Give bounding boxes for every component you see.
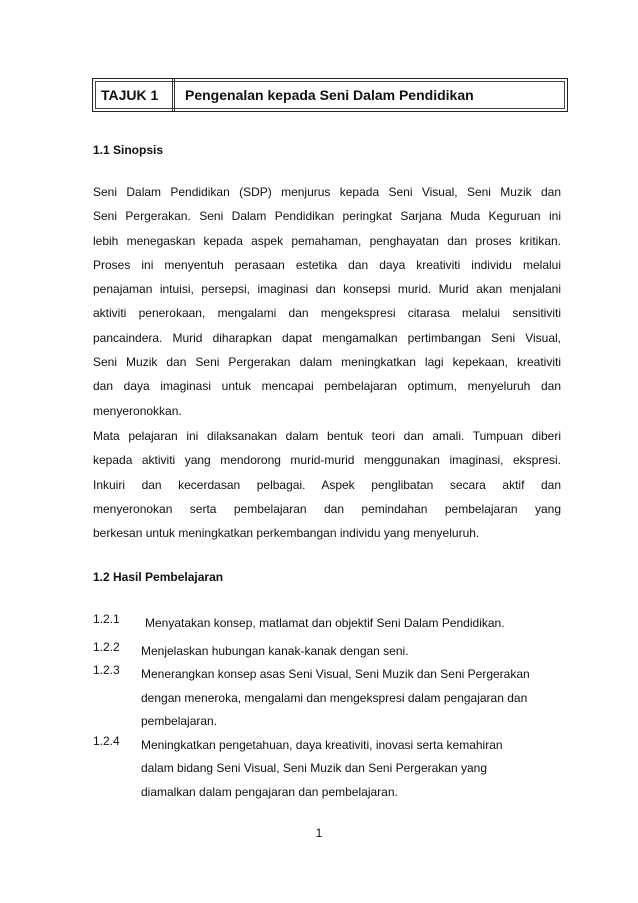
item-number: 1.2.4 xyxy=(93,733,120,748)
paragraph-line: kepada aktiviti yang mendorong murid-murid menggunakan imaginasi, ekspresi. xyxy=(93,453,561,468)
paragraph-line: menyeronokan serta pembelajaran dan pemindahan pembelajaran yang xyxy=(93,501,561,516)
list-item xyxy=(93,640,573,664)
paragraph-line: menyeronokkan. xyxy=(93,403,182,418)
item-text: Menerangkan konsep asas Seni Visual, Seni Muzik dan Seni Pergerakan xyxy=(141,667,530,681)
paragraph-line: Seni Dalam Pendidikan (SDP) menjurus kepada Seni Visual, Seni Muzik dan xyxy=(93,185,561,199)
chapter-label: TAJUK 1 xyxy=(93,79,175,111)
paragraph-line: penajaman intuisi, persepsi, imaginasi dan konsepsi murid. Murid akan menjalani xyxy=(93,282,561,297)
page-number: 1 xyxy=(315,826,323,840)
item-number: 1.2.1 xyxy=(93,612,120,626)
item-text: dengan meneroka, mengalami dan mengekspresi dalam pengajaran dan xyxy=(141,690,528,705)
item-text: diamalkan dalam pengajaran dan pembelajaran. xyxy=(141,784,398,799)
list-item xyxy=(93,612,573,636)
sinopsis-paragraph-1 xyxy=(93,180,561,423)
paragraph-line: berkesan untuk meningkatkan perkembangan individu yang menyeluruh. xyxy=(93,526,480,541)
paragraph-line: Seni Pergerakan. Seni Dalam Pendidikan peringkat Sarjana Muda Keguruan ini xyxy=(93,209,561,224)
paragraph-line: Mata pelajaran ini dilaksanakan dalam bentuk teori dan amali. Tumpuan diberi xyxy=(93,429,561,443)
sinopsis-paragraph-2 xyxy=(93,424,561,545)
chapter-title-box xyxy=(92,78,568,112)
paragraph-line: lebih menegaskan kepada aspek pemahaman, penghayatan dan proses kritikan. xyxy=(93,233,561,248)
section-heading-sinopsis: 1.1 Sinopsis xyxy=(93,143,164,157)
item-text: Meningkatkan pengetahuan, daya kreativiti, inovasi serta kemahiran xyxy=(141,737,503,752)
paragraph-line: Proses ini menyentuh perasaan estetika dan daya kreativiti individu melalui xyxy=(93,257,561,272)
learning-outcomes-list xyxy=(93,612,573,804)
paragraph-line: Seni Muzik dan Seni Pergerakan dalam meningkatkan lagi kepekaan, kreativiti xyxy=(93,355,561,370)
item-number: 1.2.2 xyxy=(93,639,120,654)
paragraph-line: pancaindera. Murid diharapkan dapat mengamalkan pertimbangan Seni Visual, xyxy=(93,330,561,345)
item-text: Menyatakan konsep, matlamat dan objektif Seni Dalam Pendidikan. xyxy=(145,616,505,630)
item-text: Menjelaskan hubungan kanak-kanak dengan seni. xyxy=(141,643,409,658)
paragraph-line: Inkuiri dan kecerdasan pelbagai. Aspek penglibatan secara aktif dan xyxy=(93,477,561,492)
section-heading-hasil: 1.2 Hasil Pembelajaran xyxy=(93,570,224,584)
paragraph-line: dan daya imaginasi untuk mencapai pembelajaran optimum, menyeluruh dan xyxy=(93,379,561,394)
list-item xyxy=(93,663,573,734)
list-item xyxy=(93,734,573,805)
chapter-title: Pengenalan kepada Seni Dalam Pendidikan xyxy=(185,87,474,103)
item-number: 1.2.3 xyxy=(93,663,120,677)
item-text: dalam bidang Seni Visual, Seni Muzik dan Seni Pergerakan yang xyxy=(141,761,487,775)
paragraph-line: aktiviti penerokaan, mengalami dan mengekspresi citarasa melalui sensitiviti xyxy=(93,306,561,321)
item-text: pembelajaran. xyxy=(141,714,218,728)
